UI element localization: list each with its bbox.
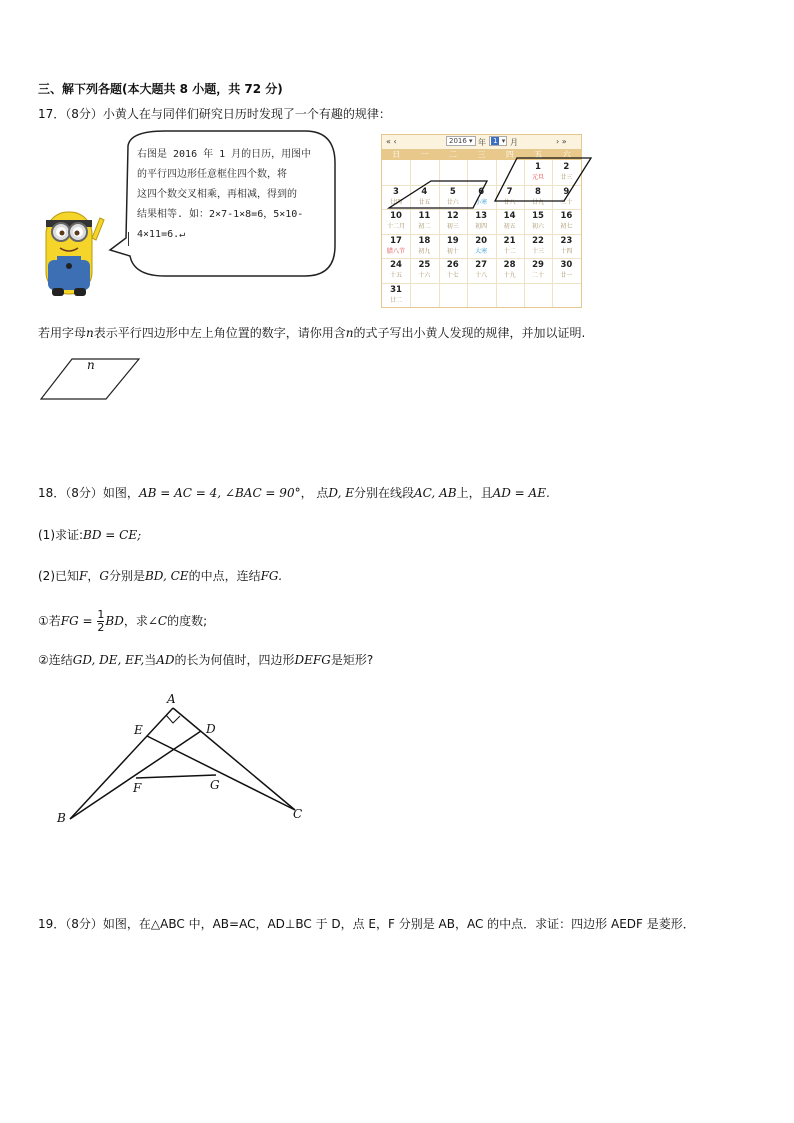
calendar-lunar-label: 十八	[475, 272, 488, 279]
calendar-lunar-label: 十五	[389, 272, 402, 279]
question-18-subpart-1: ①若FG = $\frac{1}{2}$ BD，求∠C的度数;	[38, 608, 208, 634]
calendar-day-number: 7	[506, 186, 513, 197]
calendar-day-number: 30	[560, 260, 573, 270]
calendar-day-number: 28	[503, 260, 516, 270]
calendar-lunar-label: 三十	[560, 198, 573, 206]
calendar-day-number: 13	[475, 211, 488, 221]
weekday-label: 五	[534, 150, 543, 159]
question-score: （8分）	[65, 107, 103, 121]
parallelogram-right	[495, 158, 591, 201]
calendar-day-number: 14	[503, 211, 516, 221]
question-18-part-2: (2)已知F，G分别是BD, CE的中点，连结FG.	[38, 569, 282, 583]
calendar-lunar-label: 初三	[446, 223, 459, 230]
calendar-day-number: 5	[449, 186, 456, 197]
calendar-day-number: 16	[560, 211, 573, 221]
weekday-label: 二	[449, 150, 458, 159]
parallelogram-label-n: n	[87, 358, 95, 372]
label-B: B	[57, 811, 66, 825]
minion-icon	[46, 212, 104, 296]
calendar-lunar-label: 十七	[446, 272, 459, 279]
question-score: （8分）	[65, 486, 103, 500]
calendar-nav-prev[interactable]: « ‹	[386, 137, 397, 146]
calendar-day-number: 31	[390, 284, 402, 295]
question-17-instruction: 若用字母n表示平行四边形中左上角位置的数字，请你用含n的式子写出小黄人发现的规律，并加以证明.	[38, 326, 586, 340]
calendar-year-select[interactable]: 2016 ▾	[446, 136, 476, 146]
calendar-lunar-label: 廿六	[446, 198, 459, 206]
question-18-stem: 18．（8分）如图，AB = AC = 4, ∠BAC = 90°， 点D, E分别在线段AC, AB上，且AD = AE.	[38, 486, 550, 500]
label-D: D	[206, 722, 216, 736]
question-text: 如图，在△ABC 中，AB=AC，AD⊥BC 于 D，点 E，F 分别是 AB，AC 的中点．求证：四边形 AEDF 是菱形．	[102, 917, 695, 931]
calendar-lunar-label: 初九	[418, 247, 431, 255]
label-A: A	[167, 692, 176, 706]
calendar-day-number: 4	[421, 186, 428, 197]
calendar-day-number: 19	[446, 235, 459, 246]
calendar-lunar-label: 十九	[503, 272, 516, 279]
calendar-day-number: 6	[478, 186, 485, 197]
calendar-day-number: 25	[418, 260, 431, 270]
calendar-day-number: 24	[390, 260, 402, 270]
label-C: C	[293, 807, 303, 821]
calendar-lunar-label: 廿一	[560, 272, 573, 279]
section-header: 三、解下列各题(本大题共 8 小题，共 72 分)	[38, 82, 283, 96]
variable-n: n	[86, 326, 94, 340]
calendar-lunar-label: 十六	[418, 272, 431, 279]
calendar-lunar-label: 廿八	[503, 198, 516, 206]
label-F: F	[133, 781, 142, 795]
question-17-stem	[38, 105, 391, 122]
calendar-lunar-label: 十二月	[386, 223, 405, 230]
calendar-lunar-label: 廿二	[389, 296, 402, 304]
calendar-lunar-label: 初十	[446, 247, 459, 255]
calendar-lunar-label: 大寒	[475, 247, 488, 255]
calendar-day-number: 8	[535, 186, 541, 197]
question-number: 19．	[38, 917, 66, 931]
calendar-year-unit: 年	[478, 138, 486, 147]
calendar-day-number: 1	[535, 162, 541, 172]
calendar-lunar-label: 二十	[531, 272, 544, 279]
calendar-lunar-label: 初五	[503, 223, 516, 230]
calendar-lunar-label: 小寒	[475, 198, 488, 206]
calendar-day-number: 26	[446, 260, 459, 270]
calendar-day-number: 15	[532, 211, 544, 221]
weekday-label: 三	[477, 150, 486, 159]
calendar-month-select[interactable]: 1 ▾	[489, 136, 507, 146]
calendar-day-number: 3	[393, 186, 399, 197]
calendar-parallelogram-overlay	[381, 134, 601, 314]
calendar-lunar-label: 初四	[475, 223, 488, 230]
calendar-day-number: 22	[532, 235, 544, 246]
label-G: G	[210, 778, 220, 792]
calendar-day-number: 10	[390, 211, 402, 221]
calendar-lunar-label: 廿三	[560, 174, 573, 181]
fraction-one-half: $\frac{1}{2}$	[97, 608, 105, 634]
text-cursor	[128, 232, 129, 246]
question-score: （8分）	[65, 917, 103, 931]
calendar-lunar-label: 初六	[531, 223, 544, 230]
calendar-lunar-label: 初七	[560, 223, 573, 230]
speech-bubble-text: 右图是 2016 年 1 月的日历，用图中 的平行四边形任意框住四个数，将 这四个数交叉相乘，再相减，得到的 结果相等. 如：2×7-1×8=6，5×10- 4×11=6.↵	[137, 149, 312, 240]
weekday-label: 一	[420, 150, 429, 159]
calendar-month-unit: 月	[510, 138, 518, 147]
calendar-lunar-label: 廿四	[389, 198, 402, 206]
parallelogram-left	[389, 181, 487, 208]
calendar-nav-next[interactable]: › »	[556, 137, 567, 146]
calendar-day-number: 20	[475, 235, 488, 246]
triangle-figure	[50, 688, 320, 833]
calendar-day-number: 29	[532, 260, 544, 270]
calendar-day-number: 11	[418, 211, 431, 221]
question-number: 18．	[38, 486, 66, 500]
calendar-day-number: 12	[446, 211, 459, 221]
calendar-lunar-label: 十二	[503, 247, 516, 255]
calendar-day-number: 9	[563, 186, 570, 197]
calendar-day-number: 23	[560, 235, 573, 246]
calendar-lunar-label: 元旦	[531, 174, 544, 181]
calendar-lunar-label: 十三	[531, 247, 544, 255]
calendar-day-number: 18	[418, 235, 431, 246]
calendar-lunar-label: 初二	[418, 223, 431, 230]
weekday-label: 日	[392, 150, 401, 159]
label-E: E	[134, 723, 143, 737]
question-text: 小黄人在与同伴们研究日历时发现了一个有趣的规律：	[102, 107, 391, 121]
question-18-part-1: (1)求证:BD = CE;	[38, 528, 142, 542]
calendar-day-number: 17	[390, 235, 402, 246]
weekday-label: 四	[505, 150, 514, 159]
question-19-stem	[38, 915, 695, 932]
calendar-lunar-label: 廿九	[531, 198, 544, 206]
weekday-label: 六	[562, 150, 571, 159]
question-18-subpart-2: ②连结GD, DE, EF,当AD的长为何值时，四边形DEFG是矩形?	[38, 653, 374, 667]
calendar-lunar-label: 腊八节	[386, 247, 405, 255]
question-number: 17．	[38, 107, 66, 121]
calendar-day-number: 21	[503, 235, 516, 246]
calendar-lunar-label: 廿五	[418, 198, 431, 206]
calendar-day-number: 2	[563, 162, 570, 172]
calendar-lunar-label: 十四	[560, 247, 573, 255]
calendar-day-number: 27	[475, 260, 488, 270]
